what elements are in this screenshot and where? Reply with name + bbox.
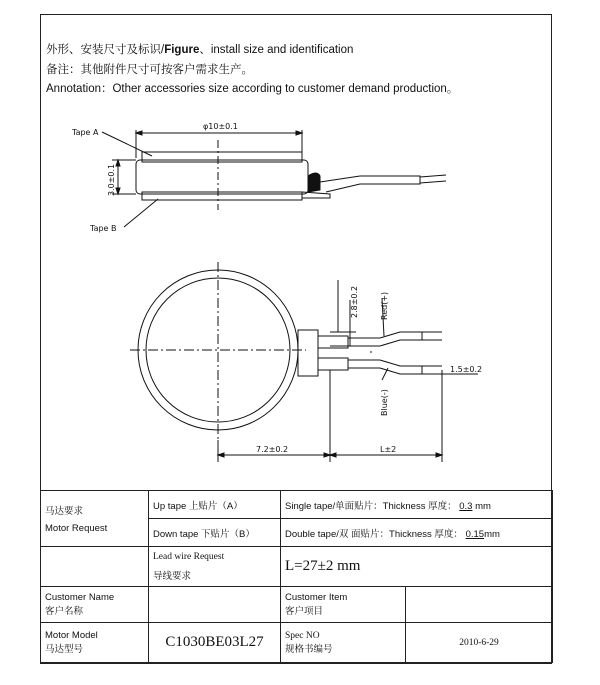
customer-name-cn: 客户名称 [45,606,84,617]
lead-wire-cn: 导线要求 [153,571,192,582]
lead-wire-cell [149,547,281,587]
offset-dim: 7.2±0.2 [256,445,289,454]
customer-name-en: Customer Name [45,592,115,603]
lead-wire-value: L=27±2 mm [281,547,553,587]
double-tape-value: 0.15 [465,528,485,540]
customer-item-en: Customer Item [285,592,348,603]
title-cn: 外形、安装尺寸及标识/ [46,44,165,56]
motor-request-en: Motor Request [45,523,108,534]
top-view [130,262,478,462]
up-tape-cell: Up tape 上贴片（A） [149,491,281,519]
single-tape-unit: mm [475,500,491,512]
single-tape-cell [281,491,553,519]
double-tape-label: Double tape/双 面贴片：Thickness 厚度： [285,528,463,540]
customer-name-value [149,587,281,623]
title-figure: Figure [164,44,200,56]
length-dim: L±2 [380,445,397,454]
motor-model-value: C1030BE03L27 [149,623,281,663]
single-tape-value: 0.3 [459,500,473,512]
strip-dim: 1.5±0.2 [450,365,483,374]
motor-model-en: Motor Model [45,630,98,641]
annotation-en: Annotation：Other accessories size according to customer demand production。 [46,83,459,95]
motor-request-cn: 马达要求 [45,506,84,517]
title-en: 、install size and identification [199,44,354,56]
down-tape-cell: Down tape 下贴片（B） [149,519,281,547]
empty-cell [41,547,149,587]
blue-wire-label: Blue(-) [380,389,389,416]
customer-item-cn: 客户项目 [285,606,324,617]
red-wire-label: Red(+) [380,291,389,320]
customer-item-cell [281,587,406,623]
thickness-dim: 3.0±0.1 [107,163,116,196]
double-tape-unit: mm [484,528,500,540]
tape-b-label: Tape B [90,224,117,233]
motor-model-cell [41,623,149,663]
double-tape-cell [281,519,553,547]
spec-no-cn: 规格书编号 [285,644,333,655]
tape-b-layer [142,192,302,200]
motor-model-cn: 马达型号 [45,644,84,655]
tape-a-label: Tape A [72,128,99,137]
motor-request-cell [41,491,149,547]
note-cn: 备注：其他附件尺寸可按客户需求生产。 [46,64,253,76]
spec-no-en: Spec NO [285,630,320,641]
diameter-dim: φ10±0.1 [203,122,238,131]
spec-table [40,490,553,663]
motor-body-side [136,160,308,194]
width-dim: 2.8±0.2 [350,285,359,318]
single-tape-label: Single tape/单面贴片：Thickness 厚度： [285,500,457,512]
customer-name-cell [41,587,149,623]
lead-wire-en: Lead wire Request [153,551,225,562]
spec-no-cell [281,623,406,663]
side-view [102,130,446,227]
customer-item-value [406,587,553,623]
date-value: 2010-6-29 [406,623,553,663]
